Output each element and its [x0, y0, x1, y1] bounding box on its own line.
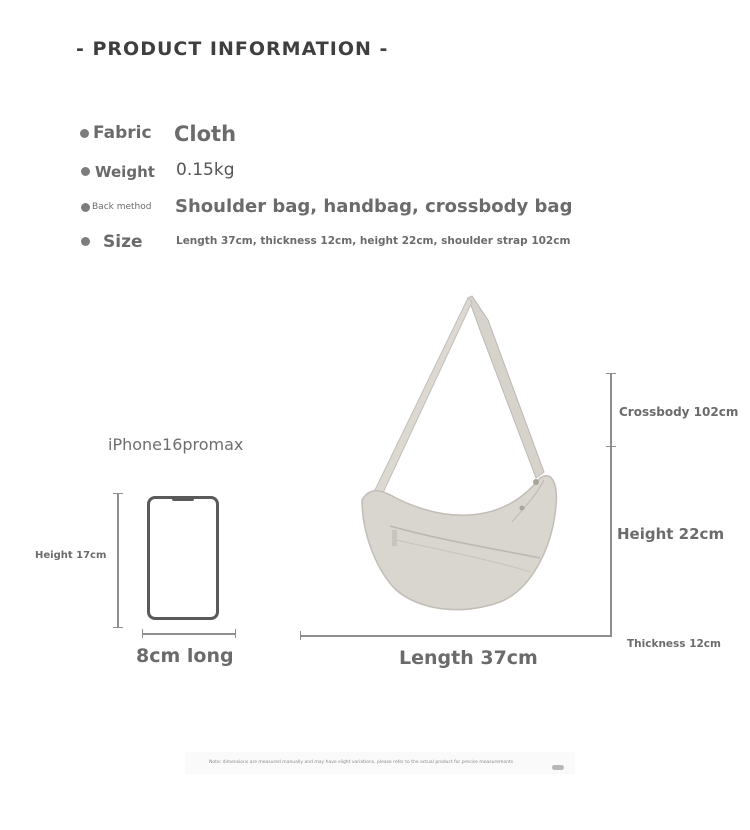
spec-label-back-method: Back method	[92, 202, 152, 212]
dimension-tick	[113, 493, 123, 494]
phone-notch	[172, 496, 194, 501]
spec-label-fabric: Fabric	[93, 123, 152, 143]
crossbody-strap-label: Crossbody 102cm	[619, 405, 739, 419]
dimension-tick	[606, 373, 616, 374]
crossbody-bag-image	[300, 290, 620, 630]
bag-height-dimension-line	[610, 373, 612, 636]
bag-length-label: Length 37cm	[399, 647, 538, 669]
watermark-icon	[552, 765, 564, 770]
page-title: - PRODUCT INFORMATION -	[76, 38, 389, 60]
phone-model-label: iPhone16promax	[108, 435, 244, 454]
phone-width-label: 8cm long	[136, 645, 234, 667]
spec-value-fabric: Cloth	[174, 122, 237, 146]
bullet-icon	[80, 129, 89, 138]
dimension-tick	[113, 627, 123, 628]
phone-height-dimension-line	[117, 493, 119, 628]
phone-height-label: Height 17cm	[35, 550, 107, 561]
dimension-tick	[300, 631, 301, 640]
spec-value-weight: 0.15kg	[176, 160, 235, 180]
dimension-tick	[142, 629, 143, 638]
bag-height-label: Height 22cm	[617, 525, 725, 543]
phone-width-dimension-line	[142, 633, 236, 635]
dimension-tick	[606, 446, 616, 447]
spec-value-size: Length 37cm, thickness 12cm, height 22cm, shoulder strap 102cm	[176, 235, 571, 247]
spec-value-back-method: Shoulder bag, handbag, crossbody bag	[175, 196, 573, 217]
bag-thickness-label: Thickness 12cm	[627, 638, 721, 650]
bullet-icon	[81, 237, 90, 246]
bullet-icon	[81, 167, 90, 176]
spec-label-size: Size	[103, 232, 143, 252]
bullet-icon	[81, 203, 90, 212]
dimension-tick	[235, 629, 236, 638]
phone-outline-icon	[147, 496, 219, 620]
measurement-note: Note: dimensions are measured manually and may have slight variations, please refer to the actual product for precise measurements	[185, 752, 575, 774]
bag-length-dimension-line	[300, 635, 612, 637]
spec-label-weight: Weight	[95, 163, 155, 181]
